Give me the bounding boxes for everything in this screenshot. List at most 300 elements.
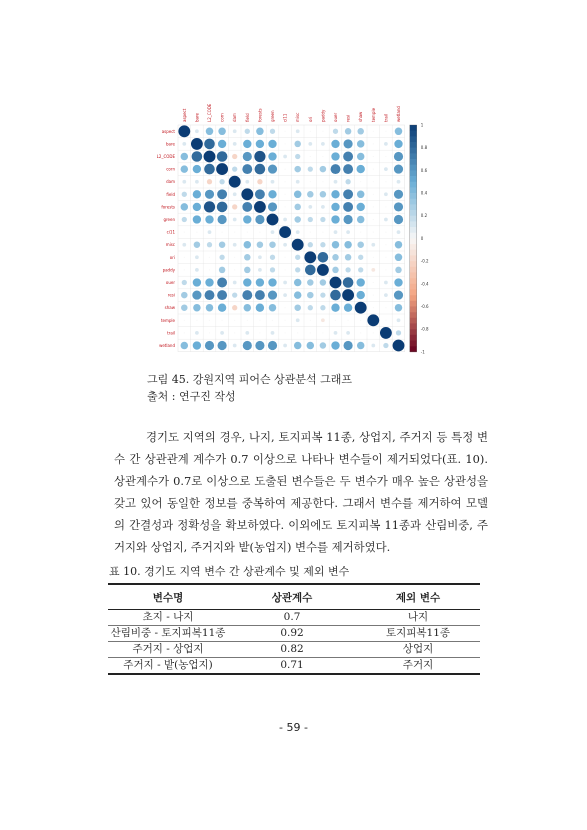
correlation-circle: [184, 320, 185, 321]
correlation-circle: [219, 241, 225, 247]
correlation-circle: [345, 179, 350, 184]
legend-swatch: [410, 142, 417, 148]
correlation-circle: [232, 305, 237, 310]
legend-swatch: [410, 153, 417, 159]
correlation-circle: [234, 232, 235, 233]
correlation-circle: [294, 279, 301, 286]
header-excluded: 제외 변수: [356, 584, 480, 610]
correlation-circle: [184, 257, 185, 258]
correlation-circle: [320, 191, 326, 197]
correlation-circle: [321, 318, 325, 322]
correlation-circle: [283, 344, 287, 348]
correlation-circle: [269, 241, 275, 247]
page-number: - 59 -: [279, 721, 308, 734]
correlation-circle: [218, 341, 227, 350]
correlation-circle: [283, 243, 287, 247]
correlation-circle: [285, 269, 286, 270]
correlation-circle: [373, 169, 374, 170]
correlation-circle: [258, 255, 262, 259]
correlation-circle: [331, 215, 339, 223]
correlation-circle: [243, 140, 251, 148]
figure-caption: 그림 45. 강원지역 피어슨 상관분석 그래프: [147, 373, 352, 386]
correlation-circle: [285, 131, 286, 132]
legend-tick: 1: [420, 122, 424, 128]
correlation-circle: [181, 203, 188, 210]
correlation-circle: [195, 331, 199, 335]
correlation-circle: [193, 203, 201, 211]
column-label: ouer: [333, 112, 338, 122]
correlation-circle: [256, 128, 263, 135]
column-label: field: [244, 113, 250, 122]
correlation-circle: [181, 292, 187, 298]
correlation-circle: [193, 341, 201, 349]
correlation-circle: [244, 304, 251, 311]
correlation-circle: [192, 291, 201, 300]
legend-tick: 0.6: [420, 167, 428, 173]
correlation-circle: [320, 292, 325, 297]
correlation-circle: [343, 164, 353, 174]
correlation-circle: [216, 163, 228, 175]
correlation-circle: [321, 142, 325, 146]
legend-swatch: [410, 221, 417, 227]
correlation-circle: [308, 166, 313, 171]
correlation-circle: [333, 129, 338, 134]
row-label: ori: [169, 254, 175, 260]
correlation-circle: [395, 304, 402, 311]
correlation-circle: [245, 331, 249, 335]
correlation-circle: [332, 241, 339, 248]
correlation-circle: [334, 230, 338, 234]
legend-swatch: [410, 340, 417, 346]
cell-coefficient: 0.92: [228, 626, 356, 642]
correlation-circle: [182, 192, 187, 197]
correlation-circle: [294, 216, 300, 222]
correlation-circle: [233, 142, 237, 146]
legend-tick: -0.8: [420, 326, 429, 332]
correlation-circle: [232, 204, 237, 209]
correlation-circle: [394, 278, 402, 286]
correlation-circle: [258, 268, 262, 272]
correlation-circle: [360, 320, 361, 321]
correlation-circle: [296, 230, 300, 234]
correlation-circle: [395, 128, 402, 135]
legend-swatch: [410, 210, 417, 216]
correlation-circle: [357, 203, 365, 211]
correlation-circle: [357, 140, 364, 147]
correlation-circle: [396, 330, 401, 335]
correlation-circle: [355, 302, 367, 314]
correlation-circle: [234, 269, 235, 270]
correlation-circle: [334, 180, 338, 184]
correlation-circle: [357, 291, 365, 299]
correlation-circle: [294, 304, 300, 310]
correlation-circle: [244, 267, 250, 273]
legend-tick: 0.2: [420, 213, 428, 219]
correlation-circle: [310, 232, 311, 233]
correlation-circle: [219, 255, 224, 260]
correlation-circle: [233, 344, 237, 348]
legend-swatch: [410, 131, 417, 137]
legend-tick: 0.4: [420, 190, 428, 196]
correlation-circle: [182, 180, 186, 184]
correlation-circle: [182, 142, 186, 146]
correlation-circle: [193, 215, 201, 223]
correlation-circle: [233, 243, 237, 247]
correlation-circle: [360, 181, 361, 182]
correlation-circle: [242, 290, 252, 300]
correlation-circle: [242, 202, 252, 212]
correlation-circle: [191, 138, 203, 150]
correlation-circle: [296, 129, 300, 133]
correlation-circle: [383, 343, 388, 348]
correlation-circle: [320, 279, 326, 285]
correlation-circle: [307, 292, 313, 298]
legend-swatch: [410, 278, 417, 284]
cell-variable: 초지 - 나지: [108, 610, 228, 626]
row-label: bare: [165, 141, 175, 147]
correlation-circle: [385, 181, 386, 182]
legend-tick: -1: [420, 349, 425, 355]
row-label: temple: [160, 317, 175, 323]
correlation-circle: [357, 241, 363, 247]
correlation-circle: [373, 332, 374, 333]
correlation-circle: [322, 131, 323, 132]
column-label: L2_CODE: [207, 103, 212, 122]
correlation-circle: [256, 140, 264, 148]
correlation-circle: [268, 165, 277, 174]
correlation-circle: [344, 241, 351, 248]
correlation-circle: [220, 331, 224, 335]
correlation-circle: [344, 304, 352, 312]
legend-swatch: [410, 216, 417, 222]
correlation-circle: [294, 166, 300, 172]
correlation-circle: [222, 232, 223, 233]
correlation-circle: [331, 203, 339, 211]
correlation-circle: [219, 267, 225, 273]
correlation-circle: [317, 264, 329, 276]
legend-swatch: [410, 182, 417, 188]
correlation-circle: [255, 341, 264, 350]
correlation-circle: [318, 252, 329, 263]
correlation-circle: [184, 269, 185, 270]
correlation-circle: [255, 164, 266, 175]
correlation-circle: [373, 194, 374, 195]
legend-swatch: [410, 165, 417, 171]
correlation-circle: [345, 267, 350, 272]
correlation-circle: [394, 190, 403, 199]
row-labels: [157, 129, 176, 348]
correlation-circle: [279, 226, 291, 238]
correlation-circle: [184, 232, 185, 233]
correlation-circle: [195, 129, 199, 133]
correlation-circle: [385, 232, 386, 233]
legend-swatch: [410, 187, 417, 193]
correlation-circle: [254, 151, 265, 162]
correlation-circle: [285, 143, 286, 144]
correlation-circle: [385, 320, 386, 321]
correlation-circle: [218, 140, 226, 148]
column-label: forests: [257, 108, 263, 122]
correlation-circle: [217, 189, 227, 199]
correlation-circle: [304, 251, 316, 263]
correlation-circle: [345, 128, 351, 134]
correlation-circle: [257, 179, 262, 184]
correlation-circle: [331, 140, 339, 148]
correlation-circle: [243, 278, 251, 286]
correlation-circle: [269, 304, 276, 311]
correlation-circle: [208, 230, 212, 234]
legend-swatch: [410, 289, 417, 295]
legend-swatch: [410, 227, 417, 233]
correlation-circle: [195, 255, 199, 259]
correlation-circle: [330, 277, 342, 289]
correlation-circle: [182, 217, 187, 222]
correlation-circle: [255, 189, 265, 199]
correlation-circle: [385, 307, 386, 308]
correlation-circle: [294, 141, 300, 147]
correlation-circle: [397, 180, 401, 184]
correlation-circle: [268, 278, 276, 286]
correlation-circle: [283, 293, 287, 297]
correlation-circle: [296, 318, 300, 322]
correlation-plot: [140, 92, 440, 364]
correlation-circle: [357, 278, 365, 286]
legend-swatch: [410, 312, 417, 318]
correlation-circle: [182, 243, 186, 247]
legend-swatch: [410, 272, 417, 278]
correlation-circle: [285, 332, 286, 333]
legend-swatch: [410, 250, 417, 256]
correlation-circle: [244, 254, 250, 260]
legend-swatch: [410, 159, 417, 165]
correlation-circle: [204, 201, 215, 212]
legend-tick: 0.8: [420, 145, 428, 151]
correlation-circle: [254, 201, 266, 213]
correlation-circle: [307, 279, 313, 285]
correlation-circle: [193, 165, 201, 173]
column-label: dam: [232, 113, 238, 122]
correlation-circle: [395, 267, 401, 273]
correlation-circle: [331, 164, 341, 174]
correlation-circle: [373, 282, 374, 283]
correlation-circle: [229, 176, 241, 188]
correlation-circle: [247, 320, 248, 321]
correlation-circle: [385, 244, 386, 245]
correlation-circle: [196, 232, 197, 233]
correlation-circle: [283, 218, 287, 222]
correlation-circle: [305, 265, 316, 276]
correlation-circle: [268, 291, 277, 300]
correlation-circle: [371, 268, 375, 272]
correlation-circle: [245, 129, 250, 134]
legend-swatch: [410, 306, 417, 312]
correlation-circle: [243, 341, 252, 350]
correlation-circle: [322, 232, 323, 233]
correlation-circle: [394, 165, 403, 174]
correlation-circle: [271, 331, 275, 335]
correlation-circle: [308, 142, 312, 146]
correlation-circle: [320, 242, 325, 247]
column-label: shaw: [358, 111, 364, 122]
correlation-circle: [195, 268, 199, 272]
correlation-circle: [357, 165, 365, 173]
legend-swatch: [410, 267, 417, 273]
correlation-circle: [331, 152, 339, 160]
correlation-circle: [217, 290, 227, 300]
legend-swatch: [410, 261, 417, 267]
correlation-circle: [294, 291, 301, 298]
legend-swatch: [410, 170, 417, 176]
correlation-circle: [205, 341, 214, 350]
correlation-circle: [292, 239, 304, 251]
correlation-circle: [233, 129, 237, 133]
correlation-circle: [384, 218, 388, 222]
legend-swatch: [410, 318, 417, 324]
correlation-circle: [357, 191, 364, 198]
legend-tick: -0.2: [420, 258, 429, 264]
correlation-circle: [334, 331, 338, 335]
cell-variable: 주거지 - 상업지: [108, 642, 228, 658]
table-row: [108, 626, 480, 642]
legend-swatch: [410, 329, 417, 335]
correlation-circle: [205, 215, 213, 223]
correlation-circle: [373, 143, 374, 144]
row-label: aspect: [161, 128, 175, 134]
correlation-circle: [233, 218, 237, 222]
correlation-circle: [256, 278, 264, 286]
table-row: [108, 658, 480, 675]
cell-coefficient: 0.7: [228, 610, 356, 626]
correlation-circle: [322, 181, 323, 182]
correlation-circle: [217, 151, 228, 162]
correlation-circle: [204, 151, 216, 163]
column-label: misc: [295, 112, 301, 122]
correlation-circle: [320, 305, 325, 310]
correlation-circle: [296, 180, 300, 184]
correlation-circle: [247, 232, 248, 233]
correlation-circle: [373, 181, 374, 182]
correlation-circle: [255, 290, 265, 300]
correlation-circle: [358, 255, 363, 260]
correlation-circle: [283, 281, 287, 285]
correlation-circle: [320, 342, 326, 348]
legend-swatch: [410, 199, 417, 205]
correlation-circle: [320, 217, 325, 222]
correlation-circle: [367, 314, 379, 326]
correlation-circle: [218, 304, 226, 312]
row-label: paddy: [162, 267, 175, 273]
row-label: resi: [167, 292, 175, 298]
correlation-circle: [394, 152, 403, 161]
correlation-circle: [384, 293, 388, 297]
legend-swatch: [410, 346, 417, 352]
row-label: trail: [167, 330, 175, 336]
legend-swatch: [410, 284, 417, 290]
row-label: ouer: [165, 280, 175, 285]
column-label: paddy: [320, 109, 326, 122]
column-label: temple: [370, 107, 376, 122]
correlation-circle: [393, 340, 405, 352]
correlation-circle: [204, 139, 215, 150]
row-label: wetland: [159, 343, 175, 348]
cell-excluded: 나지: [356, 610, 480, 626]
correlation-circle: [331, 304, 339, 312]
correlation-circle: [346, 230, 350, 234]
row-label: misc: [165, 242, 175, 248]
correlation-circle: [308, 217, 313, 222]
correlation-circle: [297, 332, 298, 333]
legend-swatch: [410, 233, 417, 239]
header-coefficient: 상관계수: [228, 584, 356, 610]
correlation-circle: [343, 202, 353, 212]
cell-excluded: 토지피복11종: [356, 626, 480, 642]
cell-variable: 주거지 - 밭(농업지): [108, 658, 228, 675]
table-row: [108, 610, 480, 626]
correlation-circle: [268, 140, 276, 148]
column-labels: [182, 103, 401, 122]
correlation-circle: [397, 318, 401, 322]
correlation-circle: [192, 151, 203, 162]
legend-tick: -0.4: [420, 281, 429, 287]
correlation-circle: [271, 230, 275, 234]
correlation-circle: [308, 305, 313, 310]
legend-swatch: [410, 148, 417, 154]
correlation-circle: [206, 128, 213, 135]
correlation-circle: [345, 254, 351, 260]
correlation-circle: [196, 320, 197, 321]
column-label: corn: [219, 113, 225, 122]
correlation-circle: [219, 179, 224, 184]
column-label: wetland: [396, 106, 401, 122]
correlation-circle: [394, 202, 403, 211]
correlation-circle: [181, 342, 188, 349]
legend-swatch: [410, 301, 417, 307]
correlation-circle: [217, 278, 227, 288]
correlation-circle: [182, 280, 187, 285]
correlation-circle: [233, 192, 237, 196]
correlation-circle: [397, 230, 401, 234]
correlation-circle: [371, 243, 375, 247]
correlation-circle: [358, 267, 363, 272]
correlation-circle: [307, 191, 313, 197]
correlation-circle: [343, 277, 354, 288]
correlation-circle: [184, 332, 185, 333]
correlation-circle: [285, 181, 286, 182]
correlation-circle: [308, 242, 313, 247]
correlation-circle: [307, 342, 314, 349]
body-paragraph: 경기도 지역의 경우, 나지, 토지피복 11종, 상업지, 주거지 등 특정 변수 간 상관관계 계수가 0.7 이상으로 나타나 변수들이 제거되었다(표. 10). 상관계수가 0.7로 이상으로 도출된 변수들은 두 변수가 매우 높은 상관성을 갖고 있어 동일한 정보를 중복하여 제공한다. 그래서 변수를 제거하여 모델의 간결성과 정확성을 확보하였다. 이외에도 토지피복 11종과 산림비중, 주거지와 상업지, 주거지와 밭(농업지) 변수를 제거하였다.: [114, 430, 488, 554]
correlation-circle: [193, 304, 200, 311]
column-label: trail: [383, 114, 389, 122]
correlation-circle: [322, 156, 323, 157]
correlation-circle: [384, 167, 388, 171]
variable-table: [108, 583, 480, 675]
correlation-circle: [385, 257, 386, 258]
correlation-circle: [206, 304, 213, 311]
correlation-circle: [241, 188, 253, 200]
correlation-circle: [321, 205, 325, 209]
correlation-circle: [209, 269, 210, 270]
legend-swatch: [410, 244, 417, 250]
correlation-circle: [332, 254, 338, 260]
correlation-circle: [384, 142, 388, 146]
correlation-circle: [373, 219, 374, 220]
correlation-circle: [330, 290, 341, 301]
correlation-circle: [270, 255, 275, 260]
correlation-circle: [283, 155, 287, 159]
legend-swatch: [410, 125, 417, 131]
correlation-circle: [294, 342, 301, 349]
